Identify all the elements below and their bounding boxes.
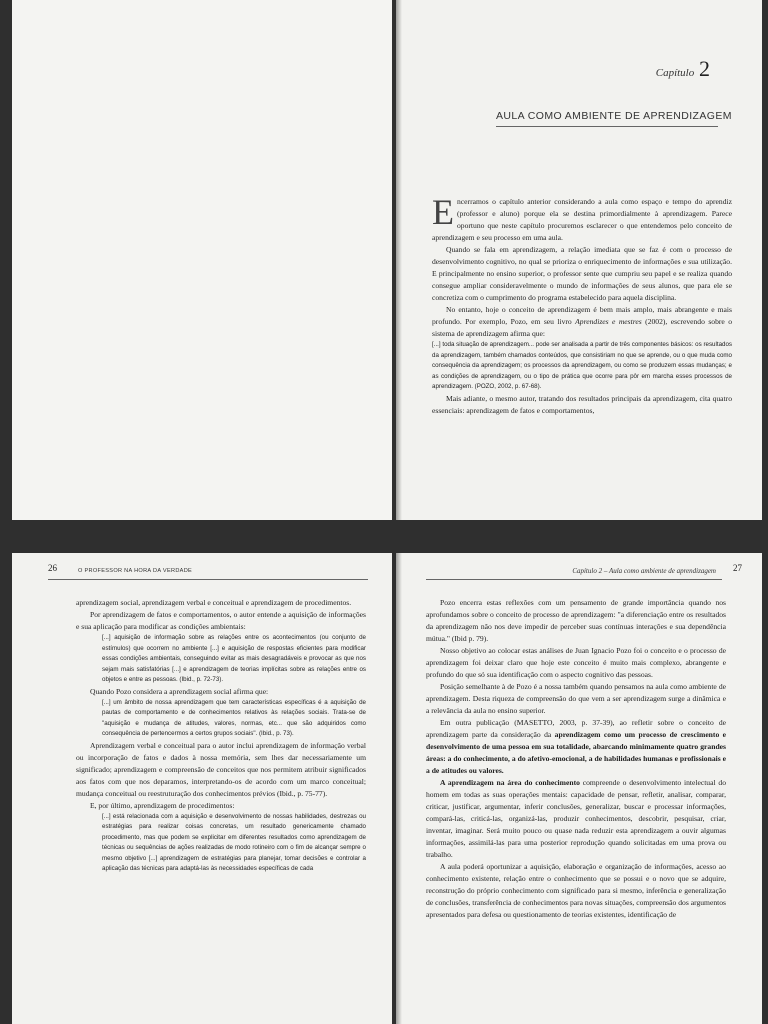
page-number: 26 bbox=[48, 563, 57, 573]
drop-cap: E bbox=[432, 192, 454, 232]
paragraph bbox=[426, 717, 726, 777]
paragraph bbox=[432, 304, 732, 340]
paragraph: E, por último, aprendizagem de procedimentos: bbox=[90, 800, 235, 810]
paragraph: Quando Pozo considera a aprendizagem social afirma que: bbox=[90, 686, 269, 696]
page-26 bbox=[12, 553, 392, 1024]
paragraph-text: No entanto, hoje o conceito de aprendizagem é bem mais amplo, mais abrangente e mais profundo. Por exemplo, Pozo, em seu livro bbox=[432, 305, 732, 326]
blank-page bbox=[12, 0, 392, 520]
body-text bbox=[426, 597, 726, 921]
body-text bbox=[76, 597, 366, 875]
running-head-rule bbox=[48, 579, 368, 580]
body-text bbox=[432, 192, 732, 417]
page-number: 27 bbox=[733, 563, 742, 573]
paragraph: aprendizagem social, aprendizagem verbal e conceitual e aprendizagem de procedimentos. bbox=[76, 598, 352, 607]
page-27 bbox=[396, 553, 762, 1024]
chapter-title-rule bbox=[496, 126, 718, 127]
paragraph-text: (2002), escrevendo sobre o sistema de aprendizagem afirma que: bbox=[432, 317, 732, 338]
emphasis: aprendizagem como um processo de crescimento e desenvolvimento de uma pessoa em sua totalidade, abarcando minimamente quatro grandes áreas: a do conhecimento, a do afetivo-emocional, a de habilidades humanas e profissionais e a de atitudes ou valores. bbox=[426, 730, 726, 775]
chapter-opening-page bbox=[396, 0, 762, 520]
block-quote: [...] aquisição de informação sobre as relações entre os acontecimentos (ou conjunto de estímulos) que ocorrem no ambiente [...] e aquisição de respostas eficientes para modificar essas condições ambientais, conseguindo evitar as mais desagradáveis e provocar as que nos sejam mais satisfatórias [...] e aprendizagem de teorias implícitas sobre as relações entre os objetos e entre as pessoas. (Ibid., p. 72-73). bbox=[102, 634, 366, 683]
running-head-rule bbox=[426, 579, 722, 580]
block-quote: [...] toda situação de aprendizagem... pode ser analisada a partir de três componentes básicos: os resultados da aprendizagem, também chamados conteúdos, que consistiriam no que se aprende, ou o que muda como consequência da aprendizagem; os processos da aprendizagem, ou como se produzem essas mudanças; e as condições de aprendizagem, ou o tipo de prática que ocorre para pôr em marcha esses processos de aprendizagem. (POZO, 2002, p. 67-68). bbox=[432, 341, 732, 390]
block-quote: [...] um âmbito de nossa aprendizagem que tem características específicas é a aquisição de pautas de comportamento e de conhecimentos relativos às relações sociais. Trata-se de "aquisição e mudança de atitudes, valores, normas, etc... que são adquiridos como consequência de pertencermos a certos grupos sociais". (Ibid., p. 73). bbox=[102, 698, 366, 737]
gutter-shadow bbox=[396, 553, 402, 1024]
running-head: Capítulo 2 – Aula como ambiente de aprendizagem bbox=[572, 567, 716, 575]
paragraph: Aprendizagem verbal e conceitual para o autor inclui aprendizagem de informação verbal ou incorporação de fatos e dados à nossa memória, sem lhes dar necessariamente um significado; aprendizagem e compreensão de conceitos que nos permitem atribuir significados aos fatos com que nos deparamos, interpretando-os de acordo com um marco conceitual; mudança conceitual ou reestruturação dos conhecimentos prévios (Ibid., p. 75-77). bbox=[76, 740, 366, 798]
paragraph: Nosso objetivo ao colocar estas análises de Juan Ignacio Pozo foi o conceito e o processo de aprendizagem foi deixar claro que hoje este conceito é muito mais complexo, abrangente e profundo do que só sua identificação com o aspecto cognitivo das pessoas. bbox=[426, 646, 726, 679]
paragraph bbox=[426, 777, 726, 861]
book-title: Aprendizes e mestres bbox=[575, 317, 642, 326]
chapter-number: 2 bbox=[699, 56, 710, 81]
chapter-label bbox=[656, 56, 710, 82]
paragraph: Mais adiante, o mesmo autor, tratando dos resultados principais da aprendizagem, cita quatro essenciais: aprendizagem de fatos e comportamentos, bbox=[432, 393, 732, 415]
paragraph-text: ncerramos o capítulo anterior considerando a aula como espaço e tempo do aprendiz (professor e aluno) porque ela se destina primordialmente à aprendizagem. Parece oportuno que neste capítulo procuremos esclarecer o que entendemos pelo conceito de aprendizagem e seu processo em uma aula. bbox=[432, 197, 732, 242]
chapter-label-text: Capítulo bbox=[655, 67, 695, 79]
paragraph: Por aprendizagem de fatos e comportamentos, o autor entende a aquisição de informações e sua aplicação para modificar as condições ambientais: bbox=[76, 610, 366, 631]
emphasis: A aprendizagem na área do conhecimento bbox=[440, 778, 580, 787]
paragraph: Posição semelhante à de Pozo é a nossa também quando pensamos na aula como ambiente de aprendizagem. Desta riqueza de compreensão do que vem a ser aprendizagem surge a dinâmica e a relevância da aula no ensino superior. bbox=[426, 682, 726, 715]
gutter-shadow bbox=[396, 0, 402, 520]
chapter-title: AULA COMO AMBIENTE DE APRENDIZAGEM bbox=[496, 110, 732, 122]
paragraph: Quando se fala em aprendizagem, a relação imediata que se faz é com o processo de desenvolvimento cognitivo, no qual se prioriza o enriquecimento de informações e sua utilização. E principalmente no ensino superior, o professor sente que cumpriu seu papel e se realiza quando consegue ampliar consideravelmente o mundo de informações de seus alunos, que para ele se concretiza com o cumprimento do programa estabelecido para aquela disciplina. bbox=[432, 245, 732, 302]
paragraph: Pozo encerra estas reflexões com um pensamento de grande importância quando nos aprofundamos sobre o conceito de processo de aprendizagem: "a diferenciação entre os resultados da aprendizagem não nos deve impedir de perceber suas contínuas interações e sua dependência mútua." (Ibid p. 79). bbox=[426, 598, 726, 643]
paragraph: A aula poderá oportunizar a aquisição, elaboração e organização de informações, acesso ao conhecimento existente, relação entre o conhecimento que se possui e o novo que se adquire, reconstrução do próprio conhecimento com significado para si mesmo, inferência e generalização de conclusões, transferência de conhecimentos para novas situações, compreensão dos argumentos apresentados para defesa ou questionamento de teorias existentes, identificação de bbox=[426, 862, 726, 919]
block-quote: [...] está relacionada com a aquisição e desenvolvimento de nossas habilidades, destrezas ou estratégias para realizar coisas concretas, um resultado genericamente chamado procedimento, mas que podem se explicitar em diferentes resultados como aprendizagem de técnicas ou sequências de ações realizadas de modo rotineiro com o fim de alcançar sempre o mesmo objetivo [...] aprendizagem de estratégias para planejar, tomar decisões e controlar a aplicação das técnicas para adaptá-las às necessidades específicas de cada bbox=[102, 812, 366, 872]
paragraph-text: Em outra publicação (MASETTO, 2003, p. 37-39), ao refletir sobre o conceito de aprendizagem parte da consideração da bbox=[426, 718, 726, 739]
running-head: O PROFESSOR NA HORA DA VERDADE bbox=[78, 568, 193, 574]
paragraph bbox=[432, 192, 732, 244]
paragraph-text: compreende o desenvolvimento intelectual do homem em todas as suas operações mentais: capacidade de pensar, refletir, analisar, comparar, criticar, justificar, argumentar, inferir conclusões, generalizar, buscar e processar informações, compará-las, criticá-las, organizá-las, produzir conhecimentos, descobrir, pesquisar, criar, inventar, imaginar. Será muito pouco ou quase nada reduzir esta aprendizagem a ouvir algumas informações, assimilá-las para uma posterior reprodução quando solicitadas em uma prova ou trabalho. bbox=[426, 778, 726, 859]
